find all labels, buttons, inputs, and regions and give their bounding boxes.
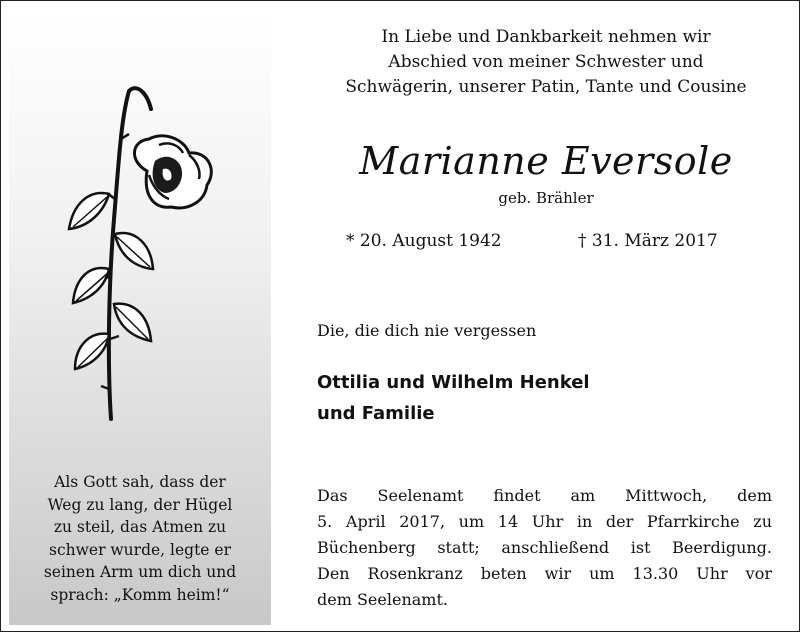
intro-line: Abschied von meiner Schwester und bbox=[388, 52, 704, 72]
service-line: Das Seelenamt findet am Mittwoch, dem bbox=[317, 486, 772, 505]
intro-text bbox=[301, 25, 791, 100]
service-line: 5. April 2017, um 14 Uhr in der Pfarrkirche zu bbox=[317, 512, 772, 531]
birth-name: geb. Brähler bbox=[498, 189, 594, 207]
intro-line: Schwägerin, unserer Patin, Tante und Cousine bbox=[345, 77, 747, 97]
poem-line: schwer wurde, legte er bbox=[49, 540, 231, 559]
mourner-line: und Familie bbox=[317, 403, 435, 424]
service-line: Den Rosenkranz beten wir um 13.30 Uhr vor bbox=[317, 564, 772, 583]
wilted-rose-icon bbox=[59, 79, 229, 424]
mourners-list bbox=[317, 367, 590, 429]
service-line: dem Seelenamt. bbox=[317, 590, 448, 609]
poem bbox=[25, 471, 255, 606]
mourner-line: Ottilia und Wilhelm Henkel bbox=[317, 372, 590, 393]
intro-line: In Liebe und Dankbarkeit nehmen wir bbox=[381, 27, 711, 47]
sidebar-panel bbox=[9, 9, 271, 625]
poem-line: sprach: „Komm heim!“ bbox=[50, 585, 230, 604]
poem-line: seinen Arm um dich und bbox=[43, 563, 237, 581]
birth-date: * 20. August 1942 bbox=[346, 231, 502, 251]
mourners-intro: Die, die dich nie vergessen bbox=[317, 321, 537, 340]
poem-line: Als Gott sah, dass der bbox=[54, 473, 226, 491]
poem-line: zu steil, das Atmen zu bbox=[53, 518, 227, 536]
service-line: Büchenberg statt; anschließend ist Beerdigung. bbox=[317, 538, 772, 557]
poem-line: Weg zu lang, der Hügel bbox=[47, 495, 233, 514]
death-date: † 31. März 2017 bbox=[578, 231, 718, 251]
deceased-name: Marianne Eversole bbox=[359, 139, 733, 183]
service-info bbox=[317, 483, 772, 613]
